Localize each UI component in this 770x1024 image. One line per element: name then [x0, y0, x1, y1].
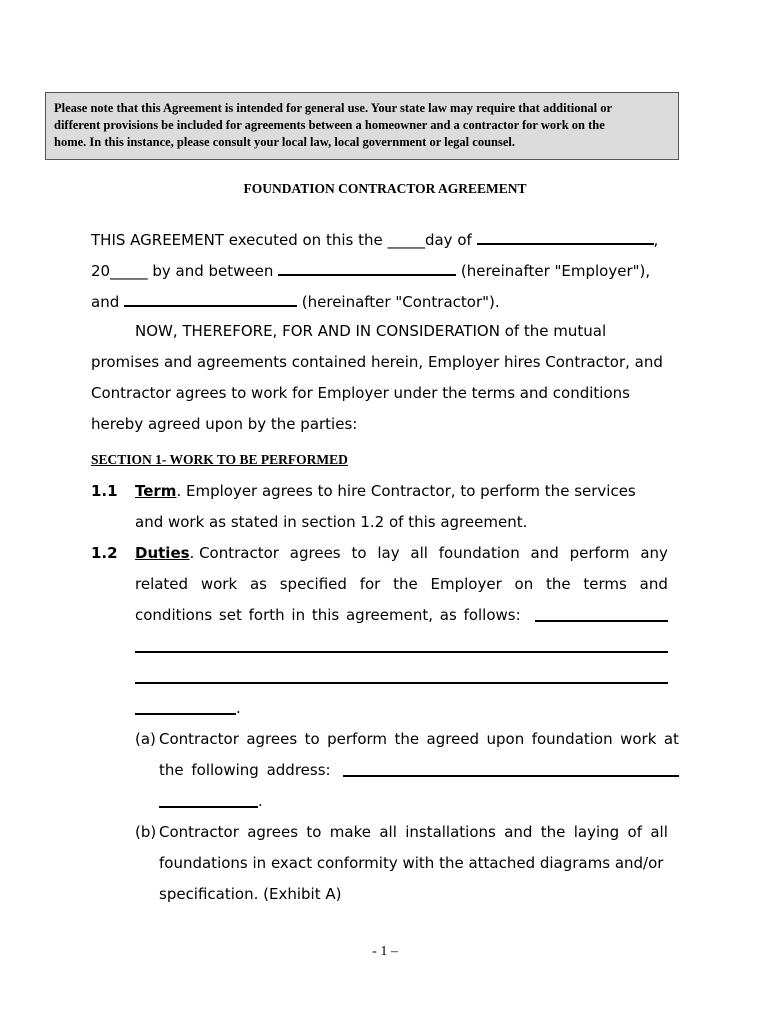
item-b-line-2: foundations in exact conformity with the attached diagrams and/or: [159, 854, 664, 872]
item-a-word: at: [663, 730, 679, 748]
item-a-word: work: [620, 730, 657, 748]
duties-word: any: [640, 544, 668, 562]
intro-line-3-text: and: [91, 293, 124, 311]
item-b-word: all: [650, 823, 668, 841]
item-b-word: agrees: [247, 823, 299, 841]
employer-name-blank[interactable]: [278, 260, 456, 276]
item-b-word: Contractor: [159, 823, 239, 841]
item-b-word: make: [329, 823, 371, 841]
item-b-word: of: [627, 823, 642, 841]
duties-word: and: [530, 544, 559, 562]
duties-word: to: [351, 544, 367, 562]
intro-line-1-comma: ,: [653, 231, 659, 249]
general-use-notice: [45, 92, 679, 160]
duties-word: . Contractor: [189, 544, 279, 562]
duties-blank-2[interactable]: [135, 651, 668, 653]
item-b-word: laying: [573, 823, 620, 841]
item-a-line-1: [159, 730, 679, 748]
section-1-2-line-2: [135, 575, 668, 593]
item-b-line-1: [159, 823, 668, 841]
section-1-1-line-2: and work as stated in section 1.2 of this agreement.: [135, 513, 528, 531]
page-number: - 1 –: [372, 944, 398, 959]
duties-word: related: [135, 575, 189, 593]
item-b-word: and: [504, 823, 533, 841]
address-blank-2[interactable]: [159, 806, 258, 808]
item-b-word: to: [306, 823, 322, 841]
term-heading: Term: [135, 482, 177, 500]
duties-word: the: [393, 575, 418, 593]
item-a-word: perform: [327, 730, 388, 748]
day-month-blank[interactable]: [477, 229, 654, 245]
duties-word: agrees: [289, 544, 341, 562]
duties-word: perform: [569, 544, 630, 562]
contractor-label: (hereinafter "Contractor").: [297, 293, 500, 311]
address-end-period: .: [258, 792, 263, 810]
item-a-word: Contractor: [159, 730, 239, 748]
duties-word: work: [200, 575, 238, 593]
intro-line-2: [91, 260, 650, 280]
duties-word: the: [546, 575, 571, 593]
item-b-word: installations: [405, 823, 496, 841]
duties-lead: [135, 544, 279, 562]
duties-word: on: [514, 575, 534, 593]
duties-word: as: [249, 575, 267, 593]
employer-label: (hereinafter "Employer"),: [456, 262, 651, 280]
item-b-word: the: [540, 823, 566, 841]
item-a-word: the: [394, 730, 420, 748]
duties-blank-3[interactable]: [135, 682, 668, 684]
intro-line-2-text: 20_____ by and between: [91, 262, 279, 280]
duties-word: for: [359, 575, 381, 593]
address-blank-1[interactable]: [343, 775, 679, 777]
notice-line-2: different provisions be included for agreements between a homeowner and a contractor for work on the: [54, 118, 605, 132]
document-title: FOUNDATION CONTRACTOR AGREEMENT: [243, 181, 527, 196]
item-b-label: (b): [135, 823, 157, 841]
consideration-line-2: promises and agreements contained herein, Employer hires Contractor, and: [91, 353, 663, 371]
notice-line-1: Please note that this Agreement is intended for general use. Your state law may require that additional or: [54, 101, 613, 115]
item-a-word: foundation: [531, 730, 613, 748]
item-a-label: (a): [135, 730, 156, 748]
duties-blank-1[interactable]: [535, 620, 668, 622]
duties-word: foundation: [438, 544, 520, 562]
section-1-heading: SECTION 1- WORK TO BE PERFORMED: [91, 452, 348, 467]
item-a-word: agreed: [426, 730, 480, 748]
item-a-word: to: [304, 730, 320, 748]
intro-line-3: [91, 291, 500, 311]
duties-word: terms: [583, 575, 627, 593]
section-1-2-line-3: conditions set forth in this agreement, as follows:: [135, 606, 521, 624]
contractor-name-blank[interactable]: [124, 291, 297, 307]
item-a-line-2: the following address:: [159, 761, 331, 779]
consideration-line-4: hereby agreed upon by the parties:: [91, 415, 358, 433]
consideration-line-1: NOW, THEREFORE, FOR AND IN CONSIDERATION of the mutual: [135, 322, 607, 340]
duties-word: and: [639, 575, 668, 593]
section-1-2-number: 1.2: [91, 544, 118, 562]
section-1-2-line-1: [135, 544, 668, 562]
duties-word: specified: [279, 575, 347, 593]
item-a-word: upon: [486, 730, 525, 748]
consideration-line-3: Contractor agrees to work for Employer under the terms and conditions: [91, 384, 630, 402]
duties-end-period: .: [236, 699, 241, 717]
duties-blank-4[interactable]: [135, 713, 236, 715]
section-1-1-number: 1.1: [91, 482, 118, 500]
term-text: . Employer agrees to hire Contractor, to perform the services: [176, 482, 636, 500]
duties-word: all: [410, 544, 428, 562]
item-a-word: agrees: [246, 730, 298, 748]
item-b-word: all: [379, 823, 397, 841]
intro-line-1-text: THIS AGREEMENT executed on this the _____day of: [91, 231, 477, 249]
duties-word: Employer: [430, 575, 502, 593]
intro-line-1: [91, 229, 658, 249]
item-b-line-3: specification. (Exhibit A): [159, 885, 342, 903]
notice-line-3: home. In this instance, please consult your local law, local government or legal counsel.: [54, 135, 515, 149]
duties-word: lay: [377, 544, 400, 562]
duties-heading: Duties: [135, 544, 190, 562]
section-1-1-line-1: [135, 482, 636, 500]
